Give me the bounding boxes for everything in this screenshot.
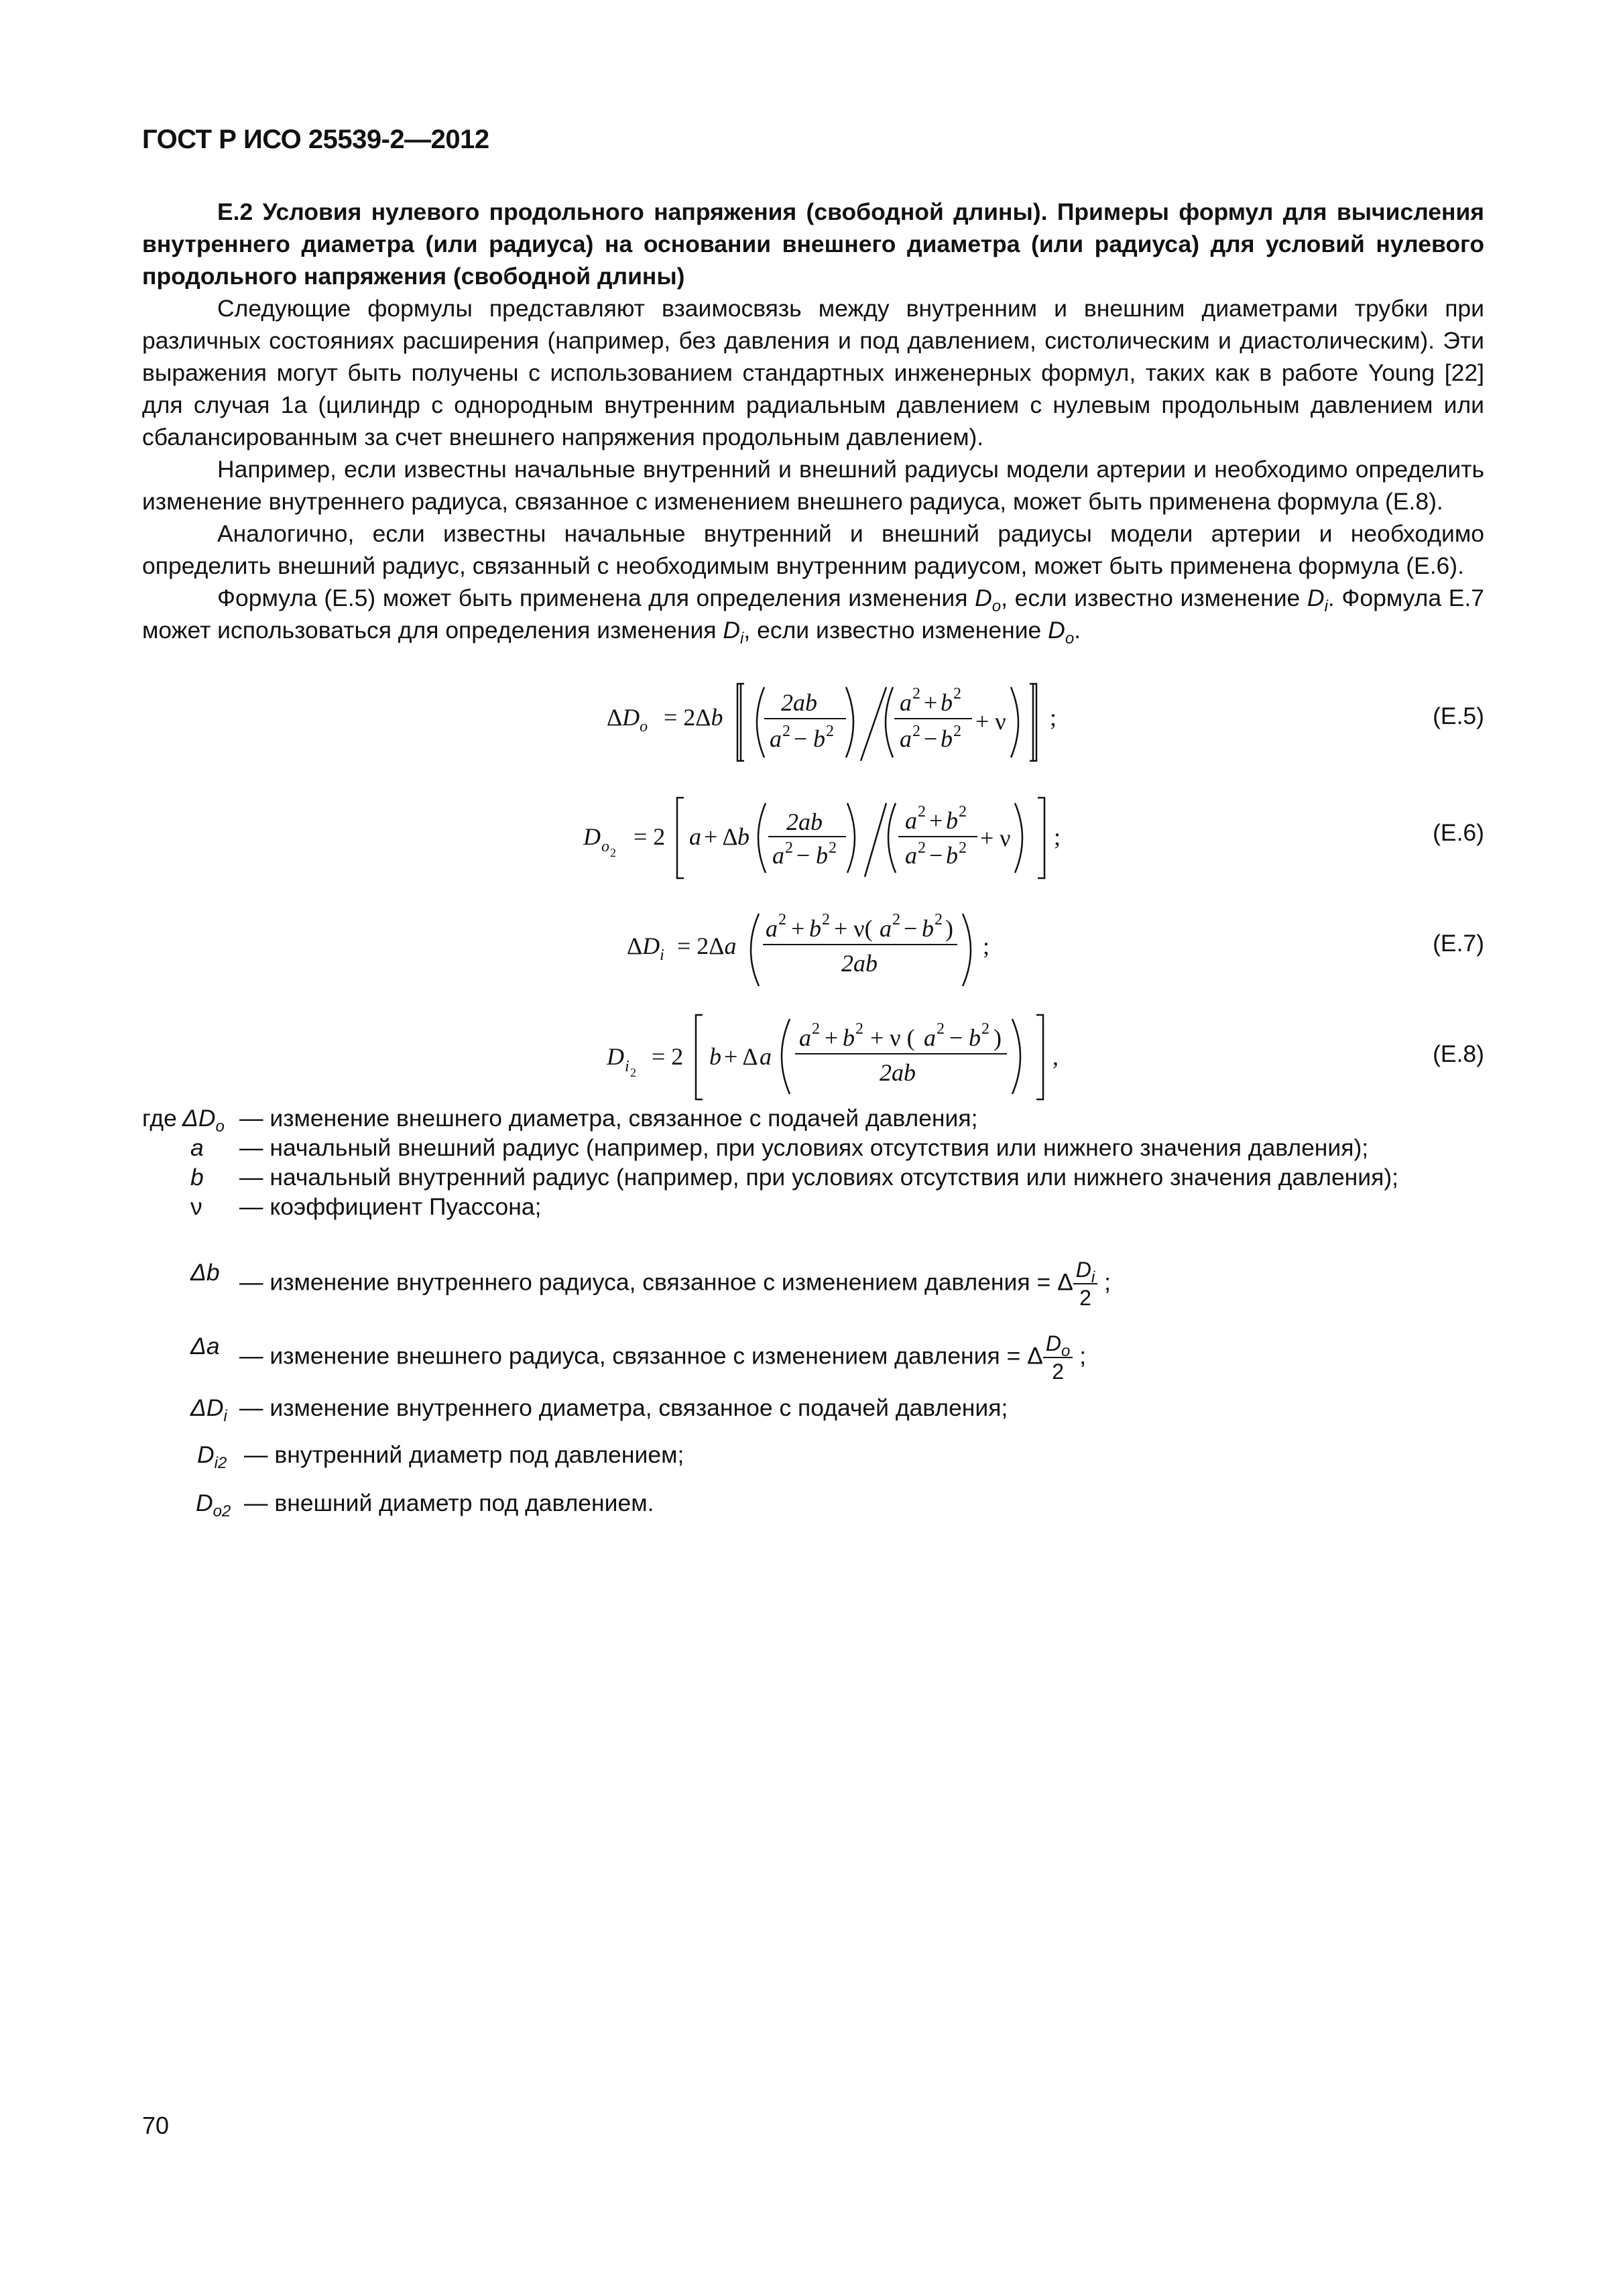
svg-text:2: 2 <box>822 911 830 928</box>
svg-text:ΔDi: $\Delta D_i$ <box>627 932 664 964</box>
svg-text:2ab: 2ab <box>841 950 878 977</box>
svg-text:+ ν(: + ν( <box>834 915 873 942</box>
svg-text:a: a <box>766 915 778 942</box>
svg-text:2: 2 <box>937 1020 945 1038</box>
legend-text: — начальный внутренний радиус (например, при условиях отсутствия или нижнего значения давления); <box>239 1164 1399 1191</box>
equation-e6-formula <box>0 784 1623 885</box>
paragraph-1: Следующие формулы представляют взаимосвязь между внутренним и внешним диаметрами трубки при различных состояниях расширения (например, без давления и под давлением, систолическим и диастолическим). Эти выражения могут быть получены с использованием стандартных инженерных формул, таких как в работе Young [22] для случая 1а (цилиндр с однородным внутренним радиальным давлением с нулевым продольным давлением или сбалансированным за счет внешнего напряжения продольным давлением). <box>142 295 1484 450</box>
svg-text:b: b <box>922 915 934 942</box>
equation-e5-number: (Е.5) <box>1433 703 1484 729</box>
svg-text:+: + <box>791 915 805 942</box>
legend-symbol: Δb <box>190 1259 220 1286</box>
svg-text:2: 2 <box>782 723 790 740</box>
svg-text:−: − <box>924 725 938 752</box>
svg-text:2: 2 <box>855 1020 863 1038</box>
svg-text:2: 2 <box>935 911 943 928</box>
section-heading: Е.2 Условия нулевого продольного напряжения (свободной длины). Примеры формул для вычисления внутреннего диаметра (или радиуса) на основании внешнего диаметра (или радиуса) для условий нулевого продольного напряжения (свободной длины) <box>142 198 1484 290</box>
svg-text:2ab: 2ab <box>786 808 823 835</box>
svg-text:2: 2 <box>959 839 967 857</box>
svg-text:+ ν: + ν <box>975 708 1006 735</box>
legend-symbol: Δa <box>190 1333 220 1360</box>
page-number: 70 <box>142 2112 170 2139</box>
legend-text: — коэффициент Пуассона; <box>239 1193 542 1220</box>
legend-text: — изменение внешнего диаметра, связанное с подачей давления; <box>239 1105 978 1132</box>
svg-text:−: − <box>929 842 943 869</box>
equation-e6-number: (Е.6) <box>1433 819 1484 846</box>
svg-text:D: D <box>583 823 601 850</box>
svg-text:;: ; <box>1050 704 1057 731</box>
paragraph-2: Например, если известны начальные внутренний и внешний радиусы модели артерии и необходимо определить изменение внутреннего радиуса, связанное с изменением внешнего радиуса, может быть применена формула (Е.8). <box>142 456 1484 515</box>
legend-symbol: $D_{o2}$ <box>196 1490 231 1520</box>
legend-symbol: $D_{i2}$ <box>197 1441 227 1472</box>
svg-text:−: − <box>904 915 918 942</box>
legend-where: где <box>142 1105 177 1132</box>
legend-symbol: $\Delta D_i$ <box>190 1394 227 1425</box>
svg-text:= 2Δa: = 2Δa <box>677 932 737 959</box>
svg-text:a: a <box>924 1024 936 1051</box>
svg-text:b: b <box>737 823 749 850</box>
equation-e5-formula <box>0 664 1623 764</box>
svg-text:o: o <box>601 838 609 855</box>
svg-text:+ Δ: + Δ <box>724 1043 758 1070</box>
svg-text:b: b <box>816 842 828 869</box>
svg-text:−: − <box>949 1024 963 1051</box>
legend-symbol: $\Delta D_o$ <box>182 1105 225 1136</box>
equation-e5 <box>0 664 1623 764</box>
svg-text:a: a <box>900 689 912 716</box>
legend-text: — внешний диаметр под давлением. <box>244 1490 654 1516</box>
svg-text:2: 2 <box>953 685 961 703</box>
svg-text:2: 2 <box>981 1020 989 1038</box>
svg-text:2: 2 <box>959 803 967 821</box>
equation-e8-formula <box>0 1006 1623 1106</box>
svg-text:2: 2 <box>630 1066 636 1079</box>
svg-text:b: b <box>946 807 958 834</box>
svg-text:2: 2 <box>912 685 920 703</box>
svg-text:2: 2 <box>918 803 926 821</box>
svg-text:2: 2 <box>610 846 616 859</box>
svg-text:2: 2 <box>892 911 900 928</box>
svg-text:= 2: = 2 <box>652 1043 684 1070</box>
equation-e7-formula <box>0 902 1623 989</box>
legend-text: — изменение внешнего радиуса, связанное с изменением давления = Δ $\frac{D_o}{2}$ ; <box>239 1331 1087 1384</box>
svg-text:a: a <box>772 842 784 869</box>
svg-text:;: ; <box>983 932 990 959</box>
svg-text:,: , <box>1053 1043 1059 1070</box>
equation-e7-number: (Е.7) <box>1433 930 1484 957</box>
legend-symbol: a <box>190 1134 204 1161</box>
svg-text:2: 2 <box>812 1020 820 1038</box>
svg-text:b: b <box>969 1024 981 1051</box>
svg-text:a: a <box>799 1024 811 1051</box>
svg-text:a: a <box>905 807 917 834</box>
legend-symbol: ν <box>190 1193 202 1220</box>
standard-designation: ГОСТ Р ИСО 25539-2—2012 <box>142 125 489 154</box>
svg-text:2: 2 <box>826 723 834 740</box>
svg-text:a: a <box>770 725 782 752</box>
paragraph-3: Аналогично, если известны начальные внутренний и внешний радиусы модели артерии и необходимо определить внешний радиус, связанный с необходимым внутренним радиусом, может быть применена формула (Е.6). <box>142 520 1484 579</box>
equation-e6 <box>0 784 1623 885</box>
section-body <box>142 196 1484 646</box>
svg-text:i: i <box>625 1058 629 1075</box>
svg-text:;: ; <box>1054 823 1061 850</box>
legend-text: — внутренний диаметр под давлением; <box>244 1441 684 1468</box>
svg-text:−: − <box>794 725 808 752</box>
svg-text:2: 2 <box>918 839 926 857</box>
svg-text:b: b <box>813 725 825 752</box>
svg-text:): ) <box>994 1024 1002 1051</box>
svg-text:b: b <box>946 842 958 869</box>
equation-e8 <box>0 1006 1623 1106</box>
svg-text:D: D <box>607 1043 624 1070</box>
svg-text:2: 2 <box>785 839 793 857</box>
svg-text:+ Δ: + Δ <box>704 823 738 850</box>
paragraph-4: Формула (Е.5) может быть применена для определения изменения $D_o$, если известно изменение $D_i$. Формула Е.7 может использоваться для определения изменения $D_i$, если известно изменение $D_o$. <box>142 585 1484 648</box>
svg-text:a: a <box>900 725 912 752</box>
svg-text:): ) <box>945 915 953 942</box>
svg-text:= 2Δb: = 2Δb <box>664 704 723 731</box>
svg-text:2ab: 2ab <box>781 689 817 716</box>
svg-text:2: 2 <box>912 723 920 740</box>
svg-text:ΔDo: $\Delta D_o$ <box>607 704 648 735</box>
svg-text:= 2: = 2 <box>634 823 666 850</box>
svg-text:a: a <box>880 915 892 942</box>
svg-text:a: a <box>760 1043 772 1070</box>
equation-e7 <box>0 902 1623 989</box>
svg-text:2: 2 <box>829 839 837 857</box>
svg-text:+: + <box>924 689 938 716</box>
svg-text:b: b <box>941 725 953 752</box>
svg-text:2: 2 <box>953 723 961 740</box>
svg-text:−: − <box>796 842 810 869</box>
svg-text:b: b <box>941 689 953 716</box>
svg-text:a: a <box>905 842 917 869</box>
svg-text:a: a <box>689 823 701 850</box>
svg-text:+: + <box>929 807 943 834</box>
legend-symbol: b <box>190 1164 204 1191</box>
legend-text: — изменение внутреннего диаметра, связанное с подачей давления; <box>239 1394 1008 1421</box>
svg-text:+ ν: + ν <box>980 825 1011 851</box>
svg-text:b: b <box>809 915 821 942</box>
svg-text:+: + <box>825 1024 839 1051</box>
legend-text: — изменение внутреннего радиуса, связанное с изменением давления = Δ $\frac{D_i}{2}$ ; <box>239 1258 1111 1310</box>
equation-e8-number: (Е.8) <box>1433 1040 1484 1067</box>
svg-text:2: 2 <box>778 911 786 928</box>
legend-text: — начальный внешний радиус (например, при условиях отсутствия или нижнего значения давления); <box>239 1134 1369 1161</box>
svg-text:b: b <box>709 1043 721 1070</box>
svg-text:+ ν (: + ν ( <box>870 1024 915 1051</box>
svg-text:b: b <box>843 1024 855 1051</box>
svg-text:2ab: 2ab <box>880 1059 916 1086</box>
